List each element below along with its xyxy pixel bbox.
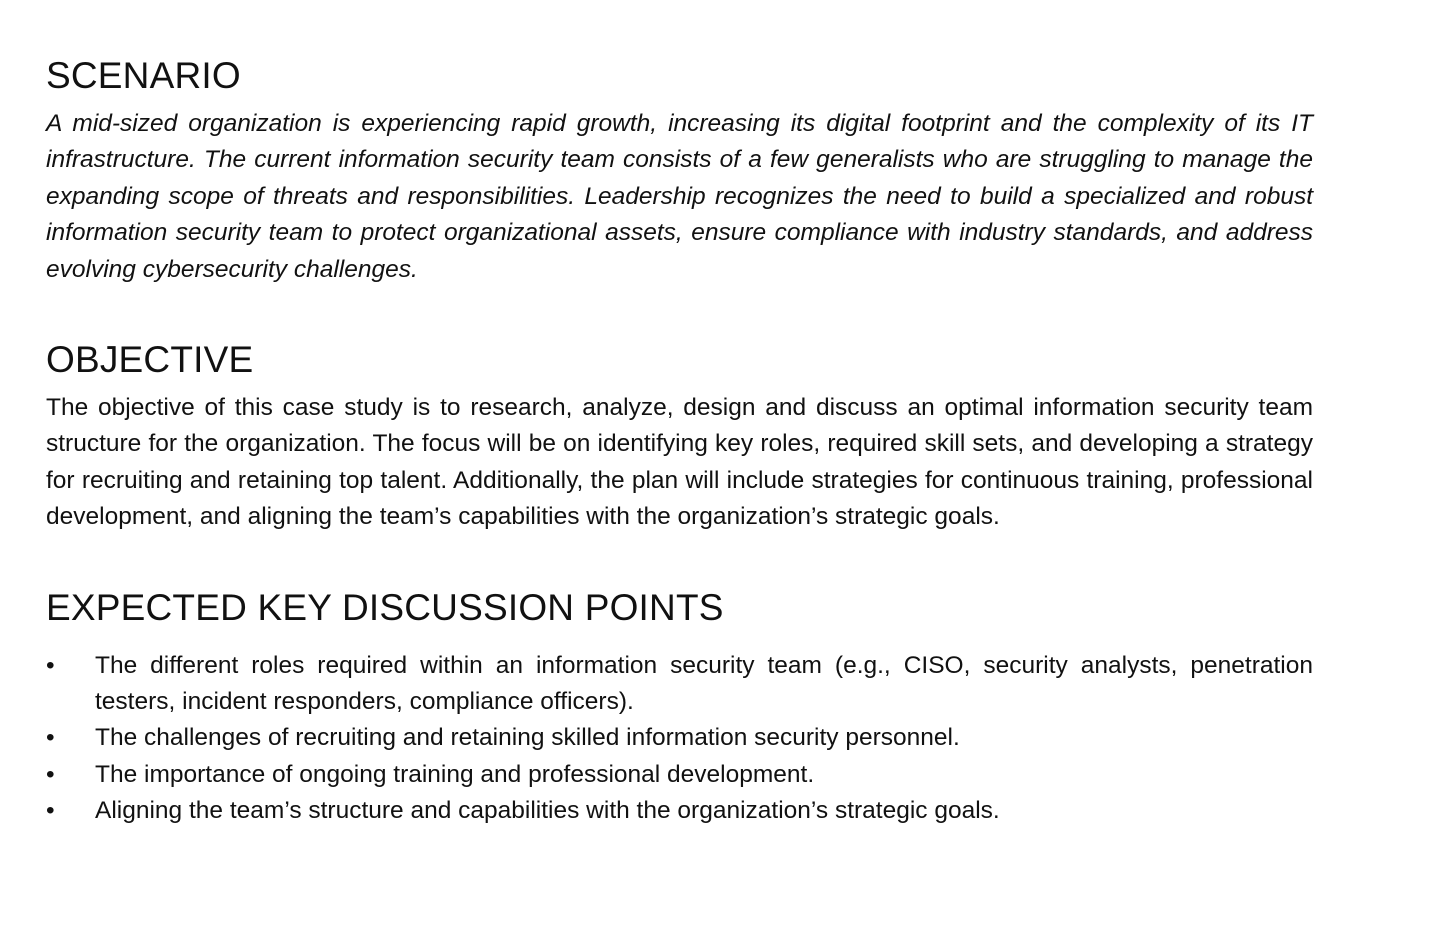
discussion-points-heading: EXPECTED KEY DISCUSSION POINTS bbox=[46, 586, 724, 628]
objective-paragraph: The objective of this case study is to research, analyze, design and discuss an optimal information security team structure for the organization. The focus will be on identifying key roles, required skill sets, and developing a strategy for recruiting and retaining top talent. Additionally, the plan will include strategies for continuous training, professional development, and aligning the team’s capabilities with the organization’s strategic goals. bbox=[46, 394, 1313, 531]
discussion-point-text: The different roles required within an information security team (e.g., CISO, security analysts, penetration testers, incident responders, compliance officers). bbox=[95, 651, 1313, 716]
list-item bbox=[46, 720, 1313, 756]
discussion-point-text: The challenges of recruiting and retaining skilled information security personnel. bbox=[95, 724, 960, 752]
bullet-icon: • bbox=[46, 651, 55, 679]
bullet-icon: • bbox=[46, 760, 55, 788]
list-item bbox=[46, 793, 1313, 829]
discussion-point-text: Aligning the team’s structure and capabilities with the organization’s strategic goals. bbox=[95, 797, 1000, 825]
scenario-paragraph: A mid-sized organization is experiencing rapid growth, increasing its digital footprint and the complexity of its IT infrastructure. The current information security team consists of a few generalists who are struggling to manage the expanding scope of threats and responsibilities. Leadership recognizes the need to build a specialized and robust information security team to protect organizational assets, ensure compliance with industry standards, and address evolving cybersecurity challenges. bbox=[46, 110, 1313, 283]
bullet-icon: • bbox=[46, 797, 55, 825]
objective-heading: OBJECTIVE bbox=[46, 339, 254, 381]
scenario-heading: SCENARIO bbox=[46, 55, 241, 96]
document-page bbox=[46, 52, 1313, 830]
discussion-point-text: The importance of ongoing training and professional development. bbox=[95, 760, 815, 788]
list-item bbox=[46, 648, 1313, 721]
discussion-points-list bbox=[46, 648, 1313, 830]
bullet-icon: • bbox=[46, 724, 55, 752]
list-item bbox=[46, 757, 1313, 793]
